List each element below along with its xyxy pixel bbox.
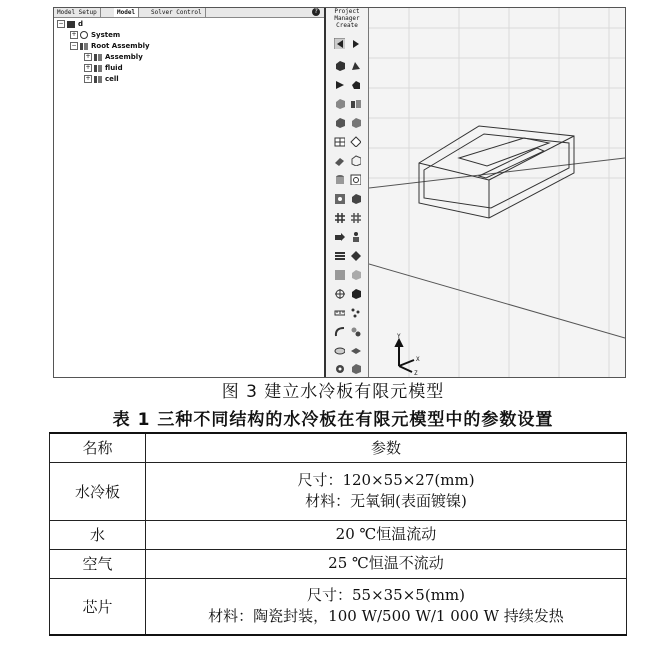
table-row — [50, 578, 627, 635]
row-name: 空气 — [50, 549, 146, 578]
param-line: 25 ℃恒温不流动 — [328, 554, 444, 572]
project-manager-label — [326, 8, 368, 29]
expand-icon[interactable]: + — [85, 75, 91, 82]
pm-line: Manager — [334, 15, 360, 22]
diamond-solid-icon[interactable] — [350, 250, 361, 261]
parameter-table — [49, 432, 627, 636]
cylinder-icon[interactable] — [334, 174, 345, 185]
scatter-icon[interactable] — [350, 307, 361, 318]
mesh-icon[interactable] — [334, 193, 345, 204]
table-row — [50, 549, 627, 578]
row-params — [146, 578, 627, 635]
tab-solver-control[interactable]: Solver Control — [148, 8, 206, 17]
tree-node-label: fluid — [105, 64, 123, 72]
param-line: 尺寸：55×35×5(mm) — [306, 586, 465, 605]
stack-icon[interactable] — [334, 250, 345, 261]
tree-node-system[interactable] — [70, 30, 120, 41]
row-params — [146, 462, 627, 520]
table-caption: 表 1 三种不同结构的水冷板在有限元模型中的参数设置 — [112, 410, 554, 430]
cube-dark-icon[interactable] — [350, 288, 361, 299]
hash-alt-icon[interactable] — [350, 212, 361, 223]
layer-cube-icon[interactable] — [350, 363, 361, 374]
tab-model[interactable]: Model — [114, 8, 139, 17]
water-cooling-plate-model — [419, 126, 574, 218]
help-icon[interactable]: ? — [312, 8, 320, 16]
assembly-icon — [80, 43, 88, 50]
pm-line: Project — [334, 8, 360, 15]
row-name: 水冷板 — [50, 462, 146, 520]
assembly-icon — [94, 65, 102, 72]
tree-node-label: Assembly — [105, 53, 143, 61]
curve-icon[interactable] — [334, 326, 345, 337]
assembly-icon — [94, 76, 102, 83]
tab-model-setup[interactable]: Model Setup — [54, 8, 101, 17]
rotate-cube-icon[interactable] — [350, 193, 361, 204]
row-params — [146, 520, 627, 549]
cube-icon[interactable] — [334, 98, 345, 109]
tool-palette — [326, 8, 369, 377]
expand-icon[interactable]: + — [71, 31, 77, 38]
pm-line: Create — [336, 22, 358, 29]
system-icon — [80, 31, 88, 39]
tree-node-project[interactable] — [57, 19, 83, 30]
grid-icon[interactable] — [334, 136, 345, 147]
prism-icon[interactable] — [334, 79, 345, 90]
row-name: 芯片 — [50, 578, 146, 635]
diamond-flat-icon[interactable] — [350, 345, 361, 356]
shape-icon[interactable] — [350, 79, 361, 90]
tree-node-fluid[interactable] — [84, 63, 123, 74]
param-line: 尺寸：120×55×27(mm) — [297, 471, 475, 489]
collapse-icon[interactable]: − — [58, 20, 64, 27]
table-header-row — [50, 433, 627, 462]
shaded-cube-icon[interactable] — [350, 269, 361, 280]
measure-icon[interactable] — [334, 307, 345, 318]
table-row — [50, 462, 627, 520]
tree-node-label: Root Assembly — [91, 42, 150, 50]
partition-icon[interactable] — [334, 288, 345, 299]
tree-node-assembly[interactable] — [84, 52, 143, 63]
param-line: 材料：陶瓷封装，100 W/500 W/1 000 W 持续发热 — [208, 607, 564, 626]
ground-plane-lines — [369, 158, 625, 338]
table-row — [50, 520, 627, 549]
person-icon[interactable] — [350, 231, 361, 242]
axis-z-label: Z — [414, 370, 418, 377]
wedge-icon[interactable] — [350, 60, 361, 71]
model-tabs — [54, 8, 324, 18]
expand-icon[interactable]: + — [85, 53, 91, 60]
axis-x-label: X — [416, 356, 420, 363]
tree-node-label: System — [91, 31, 121, 39]
axis-y-label: Y — [397, 333, 401, 340]
transform-icon[interactable] — [350, 326, 361, 337]
3d-viewport[interactable] — [369, 8, 625, 377]
param-line: 材料：无氧铜(表面镀镍) — [305, 492, 467, 510]
background-grid — [369, 8, 625, 377]
expand-icon[interactable]: + — [85, 64, 91, 71]
figure-caption: 图 3 建立水冷板有限元模型 — [221, 382, 445, 402]
diamond-icon[interactable] — [350, 136, 361, 147]
eraser-icon[interactable] — [334, 155, 345, 166]
block-icon[interactable] — [334, 60, 345, 71]
project-icon — [67, 21, 75, 28]
header-name: 名称 — [50, 433, 146, 462]
tree-node-label: cell — [105, 75, 119, 83]
back-arrow-icon[interactable] — [334, 38, 345, 49]
surface-icon[interactable] — [334, 269, 345, 280]
row-name: 水 — [50, 520, 146, 549]
param-line: 20 ℃恒温流动 — [335, 525, 437, 543]
solid-alt-icon[interactable] — [350, 117, 361, 128]
extrude-icon[interactable] — [334, 231, 345, 242]
cad-screenshot — [53, 7, 626, 378]
wire-cube-icon[interactable] — [350, 155, 361, 166]
row-params — [146, 549, 627, 578]
tree-node-label: d — [78, 20, 84, 28]
header-params: 参数 — [146, 433, 627, 462]
viewport-canvas — [369, 8, 625, 377]
gear-icon[interactable] — [334, 363, 345, 374]
collapse-icon[interactable]: − — [71, 42, 77, 49]
axis-triad — [396, 340, 414, 372]
tree-node-root-assembly[interactable] — [70, 41, 150, 52]
solid-icon[interactable] — [334, 117, 345, 128]
lens-icon[interactable] — [334, 345, 345, 356]
assembly-icon — [94, 54, 102, 61]
hash-icon[interactable] — [334, 212, 345, 223]
frame-icon[interactable] — [350, 174, 361, 185]
tree-node-cell[interactable] — [84, 74, 119, 85]
assembly-tool-icon[interactable] — [350, 98, 361, 109]
forward-arrow-icon[interactable] — [350, 38, 361, 49]
